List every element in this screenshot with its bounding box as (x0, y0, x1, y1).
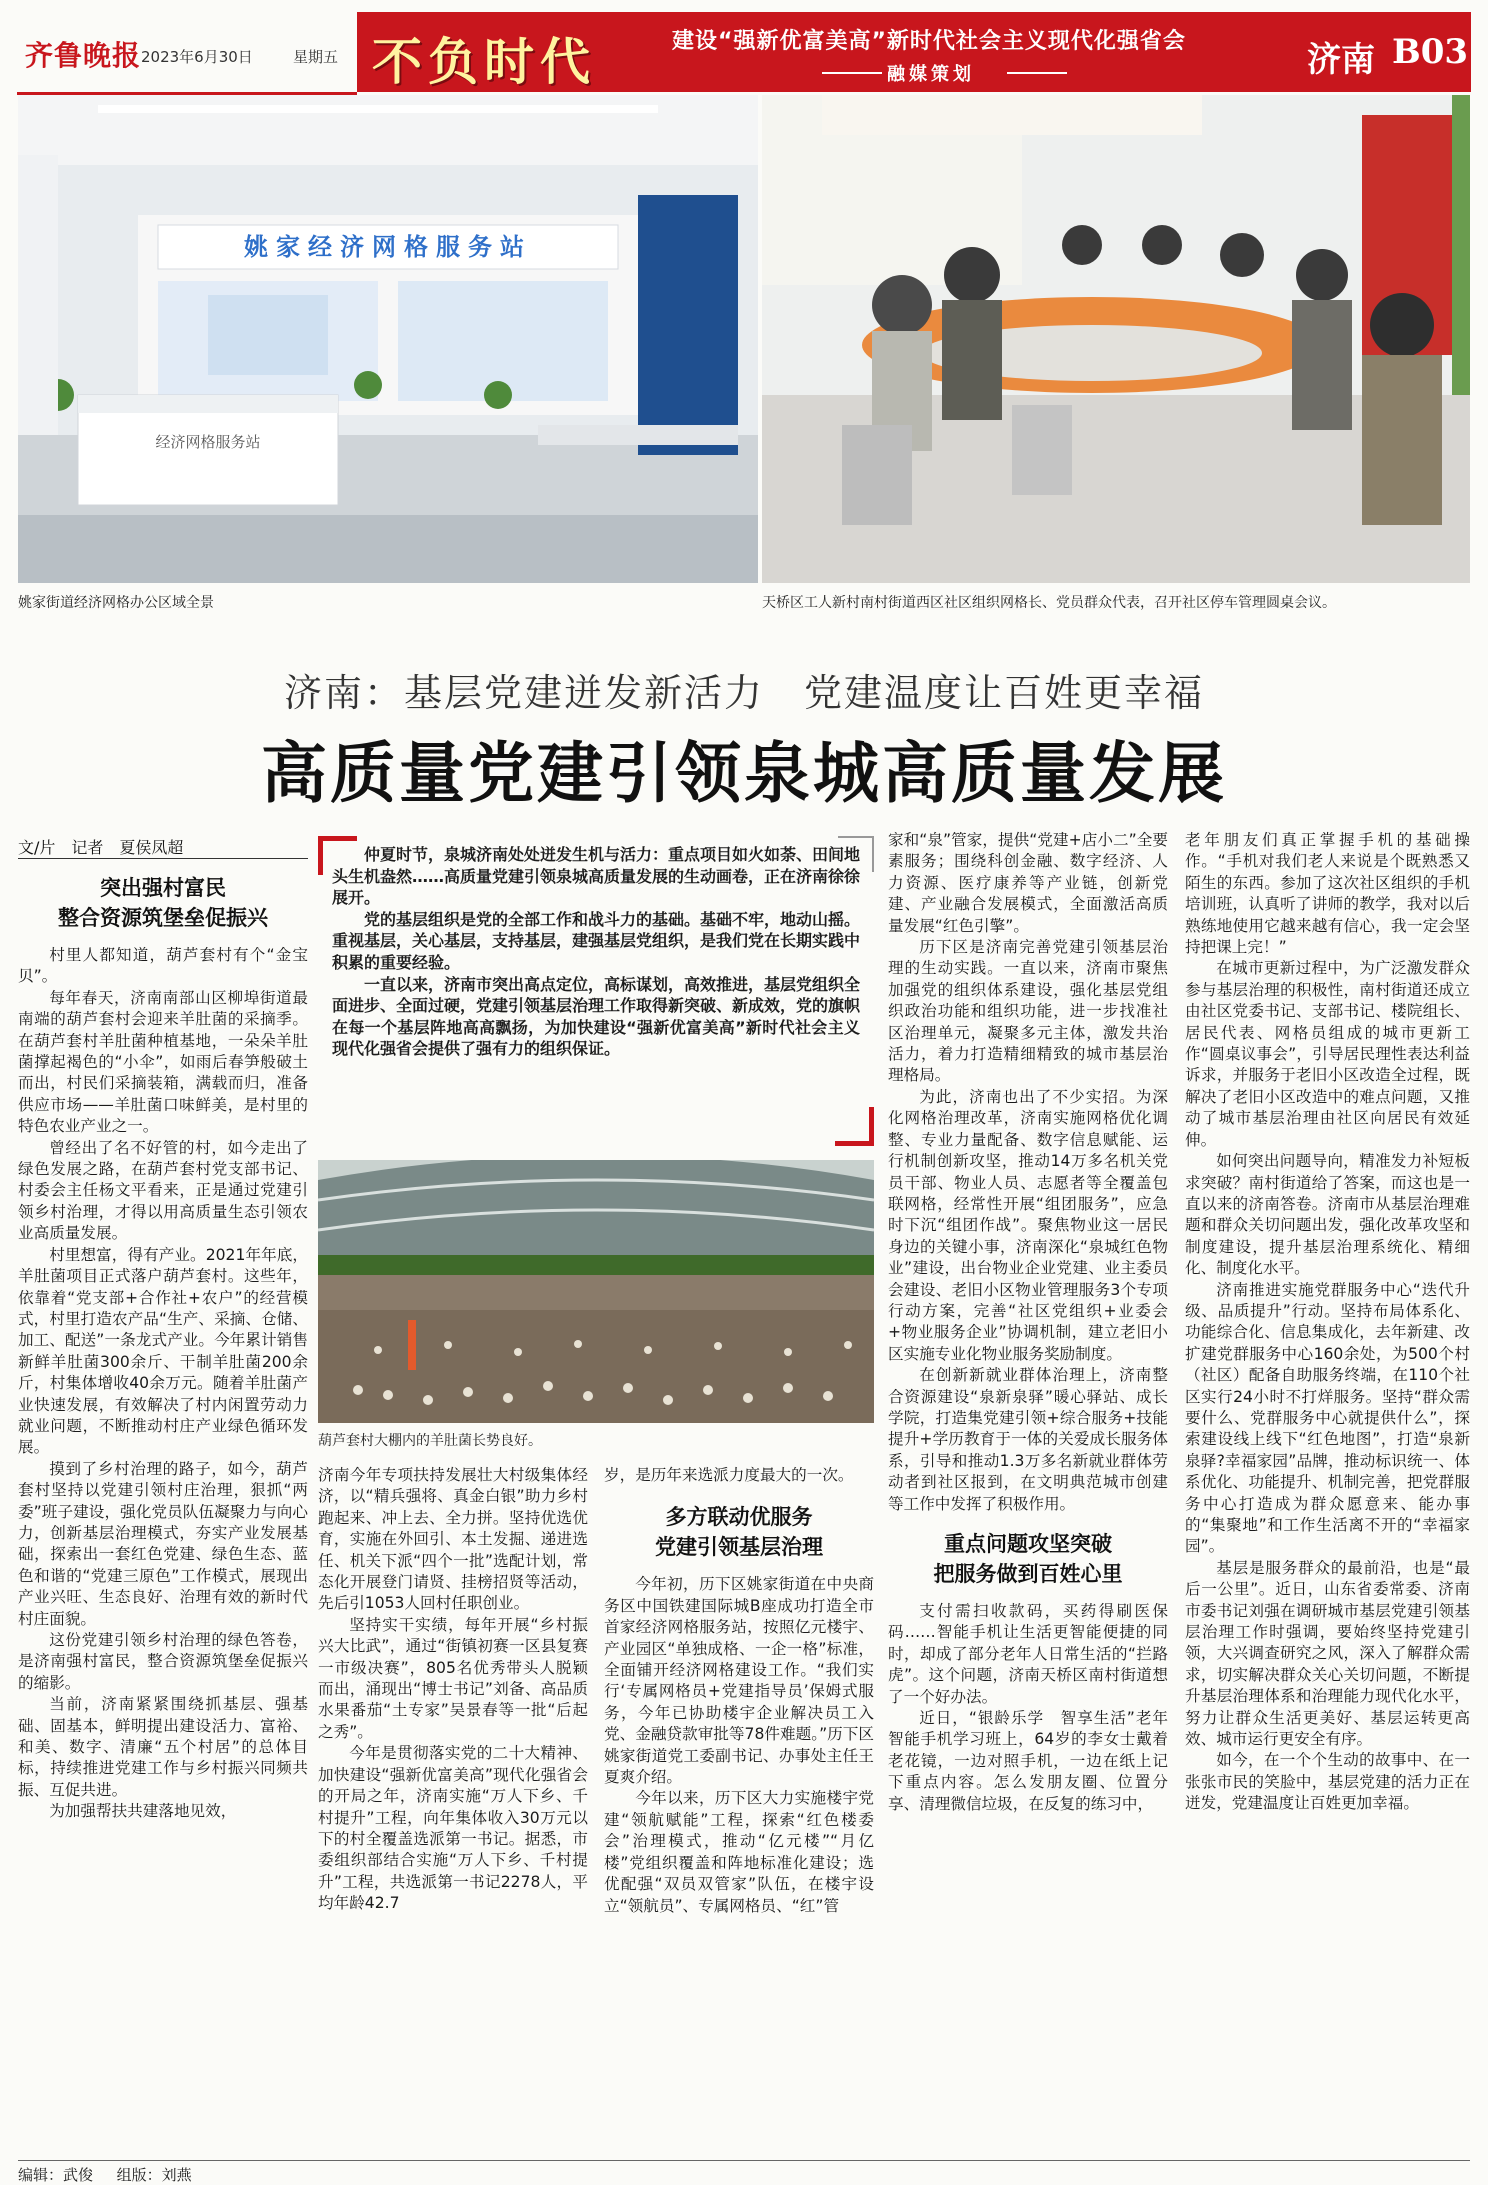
header-sub-slogan: 融媒策划 (887, 64, 975, 85)
section-title-line: 把服务做到百姓心里 (933, 1561, 1123, 1586)
decorative-rule (1007, 72, 1067, 74)
paragraph: 支付需扫收款码，买药得刷医保码……智能手机让生活更智能便捷的同时，却成了部分老年人日常生活的“拦路虎”。这个问题，济南天桥区南村街道想了一个好办法。 (888, 1602, 1168, 1706)
paragraph: 今年初，历下区姚家街道在中央商务区中国铁建国际城B座成功打造全市首家经济网格服务站，按照亿元楼宇、产业园区“单独成格、一企一格”标准，全面铺开经济网格建设工作。“我们实行‘专属网格员+党建指导员’保姆式服务，今年已协助楼宇企业解决员工入党、金融贷款审批等78件难题。”历下区姚家街道党工委副书记、办事处主任王夏爽介绍。 (604, 1575, 874, 1787)
masthead (17, 12, 357, 95)
column-3 (604, 1465, 874, 1917)
paragraph: 济南今年专项扶持发展壮大村级集体经济，以“精兵强将、真金白银”助力乡村跑起来、冲上去、全力拼。坚持优选优育，实施在外回引、本土发掘、递进选任、机关下派“四个一批”选配计划，常态化开展登门请贤、挂榜招贤等活动，先后引1053人回村任职创业。 (318, 1466, 588, 1613)
paragraph: 当前，济南紧紧围绕抓基层、强基础、固基本，鲜明提出建设活力、富裕、和美、数字、清廉“五个村居”的总体目标，持续推进党建工作与乡村振兴同频共振、互促共进。 (18, 1695, 308, 1799)
paragraph: 如何突出问题导向，精准发力补短板求突破？南村街道给了答案，而这也是一直以来的济南答卷。济南市从基层治理难题和群众关切问题出发，强化改革攻坚和制度建设，提升基层治理系统化、精细化、制度化水平。 (1185, 1152, 1470, 1278)
paragraph: 曾经出了名不好管的村，如今走出了绿色发展之路，在葫芦套村党支部书记、村委会主任杨文平看来，正是通过党建引领乡村治理，才得以用高质量生态引领农业高质量发展。 (18, 1138, 308, 1243)
layout-credit: 组版：刘燕 (116, 2166, 192, 2184)
paragraph: 坚持实干实绩，每年开展“乡村振兴大比武”，通过“街镇初赛一区县复赛一市级决赛”，805名优秀带头人脱颖而出，涌现出“博士书记”刘备、高品质水果番茄“土专家”吴景春等一批“后起之秀”。 (318, 1615, 588, 1741)
paragraph: 在创新新就业群体治理上，济南整合资源建设“泉新泉驿”暖心驿站、成长学院，打造集党建引领+综合服务+技能提升+学历教育于一体的关爱成长服务体系，引导和推动1.3万多名新就业群体劳动者到社区报到，在文明典范城市创建等工作中发挥了积极作用。 (888, 1366, 1168, 1513)
paragraph: 为加强帮扶共建落地见效， (49, 1802, 237, 1821)
section-title-line: 重点问题攻坚突破 (944, 1531, 1112, 1556)
column-4 (888, 830, 1168, 1815)
column-5 (1185, 830, 1470, 1815)
paragraph: 每年春天，济南南部山区柳埠街道最南端的葫芦套村会迎来羊肚菌的采摘季。在葫芦套村羊肚菌种植基地，一朵朵羊肚菌撑起褐色的“小伞”，如雨后春笋般破土而出，村民们采摘装箱，满载而归，准备供应市场——羊肚菌口味鲜美，是村里的特色农业产业之一。 (18, 988, 308, 1136)
article-byline: 文/片 记者 夏侯凤超 (18, 838, 184, 857)
issue-weekday: 星期五 (293, 48, 339, 66)
lead-paragraph: 一直以来，济南市突出高点定位，高标谋划，高效推进，基层党组织全面进步、全面过硬，党建引领基层治理工作取得新突破、新成效，党的旗帜在每一个基层阵地高高飘扬，为加快建设“强新优富美高”新时代社会主义现代化强省会提供了强有力的组织保证。 (332, 974, 861, 1059)
paragraph: 在城市更新过程中，为广泛激发群众参与基层治理的积极性，南村街道还成立由社区党委书记、支部书记、楼院组长、居民代表、网格员组成的城市更新工作“圆桌议事会”，引导居民理性表达利益诉求，并服务于老旧小区改造全过程，既解决了老旧小区改造中的难点问题，又推动了城市基层治理由社区向居民有效延伸。 (1185, 959, 1470, 1149)
lead-paragraph: 党的基层组织是党的全部工作和战斗力的基础。基础不牢，地动山摇。重视基层，关心基层，支持基层，建强基层党组织，是我们党在长期实践中积累的重要经验。 (332, 909, 861, 972)
paragraph: 今年以来，历下区大力实施楼宇党建“领航赋能”工程，探索“红色楼委会”治理模式，推动“亿元楼”“月亿楼”党组织覆盖和阵地标准化建设；选优配强“双员双管家”队伍，在楼宇设立“领航员”、专属网格员、“红”管 (604, 1789, 874, 1915)
article-headline: 高质量党建引领泉城高质量发展 (261, 734, 1227, 812)
paragraph: 这份党建引领乡村治理的绿色答卷，是济南强村富民，整合资源筑堡垒促振兴的缩影。 (18, 1631, 308, 1692)
page-footer (18, 2164, 192, 2185)
lead-paragraph: 仲夏时节，泉城济南处处迸发生机与活力：重点项目如火如荼、田间地头生机盎然……高质量党建引领泉城高质量发展的生动画卷，正在济南徐徐展开。 (332, 845, 861, 908)
newspaper-logo: 齐鲁晚报 (25, 39, 142, 72)
photo-caption: 姚家街道经济网格办公区域全景 (18, 595, 214, 611)
photo-greenhouse (318, 1160, 874, 1423)
issue-date: 2023年6月30日 (141, 48, 253, 66)
section-title-line: 党建引领基层治理 (655, 1534, 823, 1560)
station-sign: 姚家经济网格服务站 (244, 233, 532, 261)
brand-block (362, 16, 662, 91)
editor-credit: 编辑：武俊 (18, 2166, 94, 2184)
paragraph: 老年朋友们真正掌握手机的基础操作。“手机对我们老人来说是个既熟悉又陌生的东西。参加了这次社区组织的手机培训班，认真听了讲师的教学，我对以后熟练地使用它越来越有信心，我一定会坚持把课上完！” (1185, 831, 1470, 957)
section-title-line: 突出强村富民 (100, 875, 226, 900)
frame-corner (835, 1107, 874, 1146)
photo-caption: 天桥区工人新村南村街道西区社区组织网格长、党员群众代表，召开社区停车管理圆桌会议。 (762, 595, 1336, 611)
column-1 (18, 945, 308, 1823)
section-brand-title: 不负时代 (372, 32, 596, 91)
article-kicker: 济南：基层党建迸发新活力 党建温度让百姓更幸福 (283, 671, 1204, 715)
header-slogan: 建设“强新优富美高”新时代社会主义现代化强省会 (672, 29, 1186, 54)
page-number: B03 (1392, 32, 1469, 72)
edition-city: 济南 (1307, 40, 1375, 80)
paragraph: 今年是贯彻落实党的二十大精神、加快建设“强新优富美高”现代化强省会的开局之年，济南实施“万人下乡、千村提升”工程，向年集体收入30万元以下的村全覆盖选派第一书记。据悉，市委组织部结合实施“万人下乡、千村提升”工程，共选派第一书记2278人，平均年龄42.7 (318, 1744, 588, 1913)
paragraph: 基层是服务群众的最前沿，也是“最后一公里”。近日，山东省委常委、济南市委书记刘强在调研城市基层党建引领基层治理工作时强调，要始终坚持党建引领，大兴调查研究之风，深入了解群众需求，切实解决群众关心关切问题，不断提升基层治理体系和治理能力现代化水平，努力让群众生活更美好、基层运转更高效、城市运行更安全有序。 (1185, 1558, 1470, 1749)
section-title-line: 多方联动优服务 (665, 1504, 813, 1530)
page-header-banner (17, 12, 1471, 92)
greenhouse-illustration (318, 1160, 874, 1423)
section-1-title (18, 873, 308, 933)
paragraph: 家和“泉”管家，提供“党建+店小二”全要素服务；围绕科创金融、数字经济、人力资源、医疗康养等产业链，创新党建、产业融合发展模式，全面激活高质量发展“红色引擎”。 (888, 831, 1168, 935)
paragraph: 村里想富，得有产业。2021年年底，羊肚菌项目正式落户葫芦套村。这些年，依靠着“党支部+合作社+农户”的经营模式，村里打造农产品“生产、采摘、仓储、加工、配送”一条龙式产业。今年累计销售新鲜羊肚菌300余斤、干制羊肚菌200余斤，村集体增收40余万元。随着羊肚菌产业快速发展，有效解决了村内闲置劳动力就业问题，不断推动村庄产业绿色循环发展。 (18, 1245, 308, 1457)
photo-service-station (18, 95, 758, 583)
lead-text (332, 844, 860, 1060)
desk-sign: 经济网格服务站 (155, 433, 261, 451)
paragraph: 摸到了乡村治理的路子，如今，葫芦套村坚持以党建引领村庄治理，狠抓“两委”班子建设，强化党员队伍凝聚力与向心力，创新基层治理模式，夯实产业发展基础，探索出一套红色党建、绿色生态、蓝色和谐的“党建三原色”工作模式，展现出产业兴旺、生态良好、治理有效的新时代村庄面貌。 (18, 1459, 308, 1628)
paragraph: 岁，是历年来选派力度最大的一次。 (604, 1466, 854, 1484)
photo-caption: 葫芦套村大棚内的羊肚菌长势良好。 (318, 1433, 542, 1449)
paragraph: 近日，“银龄乐学 智享生活”老年智能手机学习班上，64岁的李女士戴着老花镜，一边对照手机，一边在纸上记下重点内容。怎么发朋友圈、位置分享、清理微信垃圾，在反复的练习中， (888, 1709, 1168, 1813)
paragraph: 历下区是济南完善党建引领基层治理的生动实践。一直以来，济南市聚焦加强党的组织体系建设，强化基层党组织政治功能和组织功能，进一步找准社区治理单元，凝聚多元主体，激发共治活力，着力打造精细精致的城市基层治理格局。 (888, 938, 1168, 1085)
decorative-rule (822, 72, 882, 74)
column-2 (318, 1465, 588, 1915)
byline-divider (18, 858, 308, 859)
section-title-line: 整合资源筑堡垒促振兴 (58, 905, 268, 930)
paragraph: 为此，济南也出了不少实招。为深化网格治理改革，济南实施网格优化调整、专业力量配备、数字信息赋能、运行机制创新攻坚，推动14万多名机关党员干部、物业人员、志愿者等全覆盖包联网格，经常性开展“组团服务”，应急时下沉“组团作战”。聚焦物业这一居民身边的关键小事，济南深化“泉城红色物业”建设，出台物业企业党建、业主委员会建设、老旧小区物业管理服务3个专项行动方案，完善“社区党组织+业委会+物业服务企业”协调机制，建立老旧小区实施专业化物业服务奖励制度。 (888, 1087, 1168, 1363)
paragraph: 济南推进实施党群服务中心“迭代升级、品质提升”行动。坚持布局体系化、功能综合化、信息集成化，去年新建、改扩建党群服务中心160余处，为500个村（社区）配备自助服务终端，在110个社区实行24小时不打烊服务。坚持“群众需要什么、党群服务中心就提供什么”，探索建设线上线下“红色地图”，打造“泉新泉驿?幸福家园”品牌，推动标识统一、体系优化、功能提升、机制完善，把党群服务中心打造成为群众愿意来、能办事的“集聚地”和工作生活离不开的“幸福家园”。 (1185, 1280, 1470, 1556)
office-illustration (18, 95, 758, 583)
paragraph: 如今，在一个个生动的故事中、在一张张市民的笑脸中，基层党建的活力正在迸发，党建温度让百姓更加幸福。 (1185, 1751, 1470, 1813)
photo-roundtable-meeting (762, 95, 1470, 583)
paragraph: 村里人都知道，葫芦套村有个“金宝贝”。 (18, 946, 308, 986)
meeting-illustration (762, 95, 1470, 583)
lead-box (318, 836, 874, 1146)
footer-divider (18, 2160, 1470, 2161)
